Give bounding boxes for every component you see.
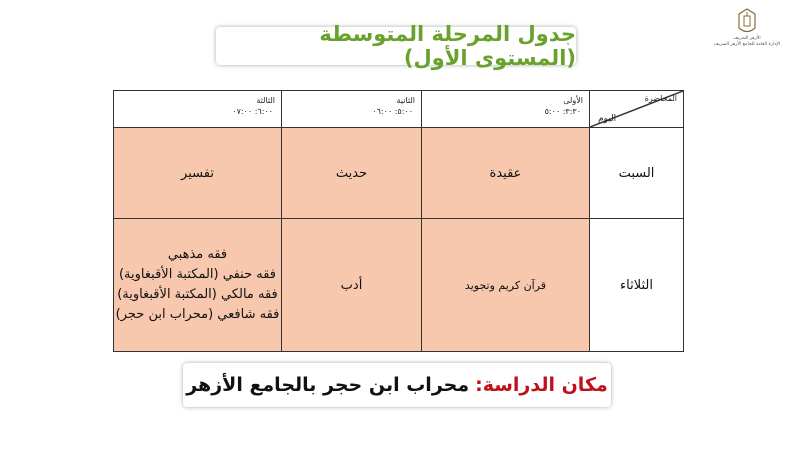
azhar-seal-icon <box>736 8 758 36</box>
lecture-name: الأولى <box>563 96 583 105</box>
subject-cell: حديث <box>282 128 422 219</box>
lecture-time: ٥:٠٠: ٠٦:٠٠ <box>372 107 413 116</box>
lecture-header-2 <box>282 91 422 128</box>
lecture-name: الثانية <box>396 96 415 105</box>
corner-label-day: اليوم <box>598 114 617 124</box>
subject-cell: عقيدة <box>422 128 590 219</box>
page-title: جدول المرحلة المتوسطة (المستوى الأول) <box>319 22 576 70</box>
place-value: محراب ابن حجر بالجامع الأزهر <box>186 374 470 396</box>
schedule-table <box>113 90 684 352</box>
lecture-header-3 <box>114 91 282 128</box>
fiqh-line: فقه شافعي (محراب ابن حجر) <box>115 307 280 322</box>
table-row-saturday <box>114 128 684 219</box>
lecture-header-1 <box>422 91 590 128</box>
corner-cell <box>590 91 684 128</box>
header-row <box>114 91 684 128</box>
fiqh-line: فقه مذهبي <box>167 247 228 262</box>
title-box <box>216 22 576 70</box>
subject-cell: قرآن كريم وتجويد <box>422 219 590 352</box>
corner-label-lecture: المحاضرة <box>644 94 677 103</box>
fiqh-line: فقه حنفي (المكتبة الأقبغاوية) <box>118 267 276 282</box>
fiqh-cell <box>114 219 282 352</box>
table-row-tuesday <box>114 219 684 352</box>
azhar-logo <box>712 8 782 56</box>
day-cell: الثلاثاء <box>590 219 684 352</box>
lecture-name: الثالثة <box>256 96 275 105</box>
logo-line-2: الإدارة العامة للجامع الأزهر الشريف <box>713 42 781 47</box>
fiqh-line: فقه مالكي (المكتبة الأقبغاوية) <box>117 287 278 302</box>
logo-line-1: الأزهر الشريف <box>733 36 761 41</box>
lecture-time: ٦:٠٠: ٠٧:٠٠ <box>232 107 273 116</box>
place-box <box>183 363 611 407</box>
lecture-time: ٣:٣٠: ٥:٠٠ <box>544 107 581 116</box>
subject-cell: تفسير <box>114 128 282 219</box>
place-label: مكان الدراسة: <box>475 374 608 396</box>
day-cell: السبت <box>590 128 684 219</box>
subject-cell: أدب <box>282 219 422 352</box>
